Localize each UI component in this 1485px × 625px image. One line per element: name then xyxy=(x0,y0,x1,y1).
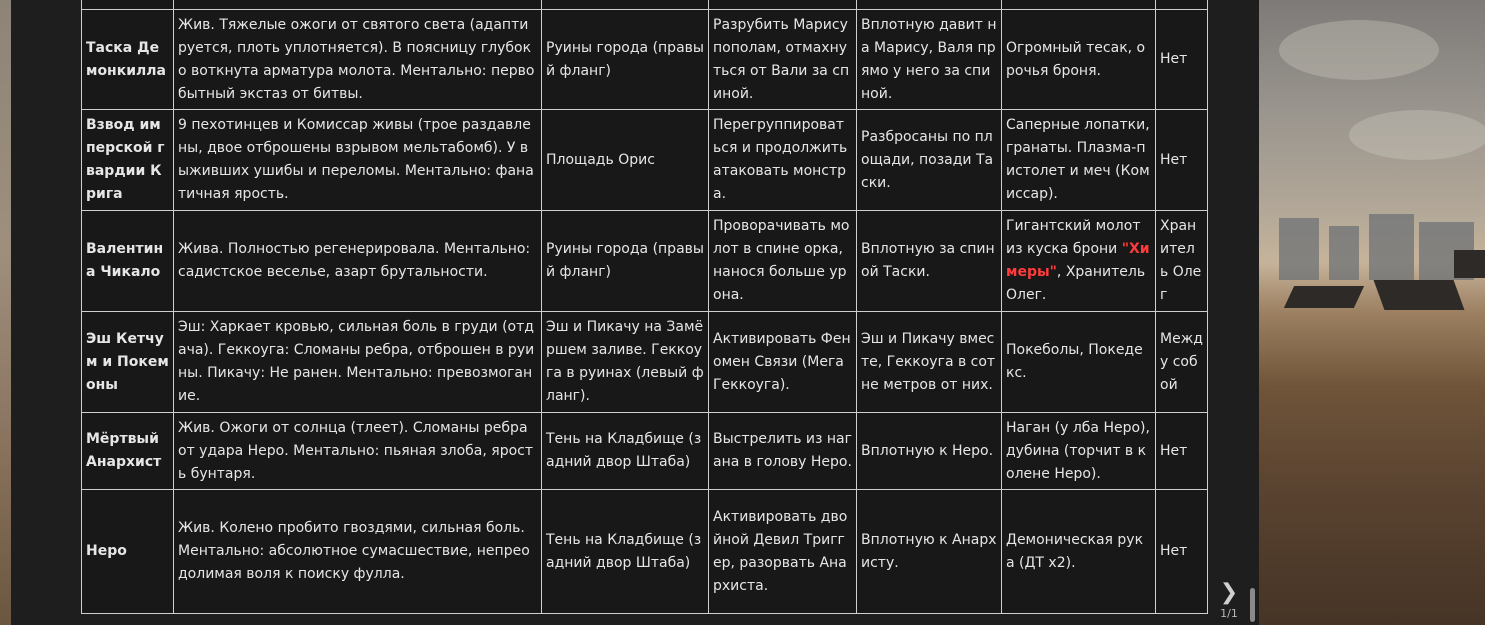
character-equipment: Демоническая рука (ДТ x2). xyxy=(1002,490,1156,614)
character-name: Эш Кетчум и Покемоны xyxy=(82,312,174,413)
character-equipment: Покеболы, Покедекс. xyxy=(1002,312,1156,413)
table-row xyxy=(82,10,1208,110)
character-location: Эш и Пикачу на Замёршем заливе. Геккоуга в руинах (левый фланг). xyxy=(542,312,709,413)
table-row xyxy=(82,413,1208,490)
character-extra: Нет xyxy=(1156,10,1208,110)
character-name: Таска Демонкилла xyxy=(82,10,174,110)
character-location: Руины города (правый фланг) xyxy=(542,10,709,110)
character-action: Перегруппироваться и продолжить атаковать монстра. xyxy=(709,110,857,211)
character-location: Тень на Кладбище (задний двор Штаба) xyxy=(542,413,709,490)
character-position: Вплотную за спиной Таски. xyxy=(857,211,1002,312)
character-extra: Хранитель Олег xyxy=(1156,211,1208,312)
table-row-partial xyxy=(82,0,1208,10)
character-equipment: Огромный тесак, орочья броня. xyxy=(1002,10,1156,110)
next-page-button[interactable] xyxy=(1217,580,1241,606)
character-equipment xyxy=(1002,211,1156,312)
character-location: Площадь Орис xyxy=(542,110,709,211)
character-position: Вплотную к Неро. xyxy=(857,413,1002,490)
character-location: Тень на Кладбище (задний двор Штаба) xyxy=(542,490,709,614)
character-state: Эш: Харкает кровью, сильная боль в груди (отдача). Геккоуга: Сломаны ребра, отброшен в руины. Пикачу: Не ранен. Ментально: превозмогание. xyxy=(174,312,542,413)
character-extra: Нет xyxy=(1156,110,1208,211)
character-state: 9 пехотинцев и Комиссар живы (трое раздавлены, двое отброшены взрывом мельтабомб). У выживших ушибы и переломы. Ментально: фанатичная ярость. xyxy=(174,110,542,211)
character-location: Руины города (правый фланг) xyxy=(542,211,709,312)
character-state: Жив. Ожоги от солнца (тлеет). Сломаны ребра от удара Неро. Ментально: пьяная злоба, ярость бунтаря. xyxy=(174,413,542,490)
character-name: Неро xyxy=(82,490,174,614)
page-indicator: 1/1 xyxy=(1220,607,1238,620)
character-action: Проворачивать молот в спине орка, нанося больше урона. xyxy=(709,211,857,312)
table-row xyxy=(82,110,1208,211)
character-position: Вплотную к Анархисту. xyxy=(857,490,1002,614)
character-position: Эш и Пикачу вместе, Геккоуга в сотне метров от них. xyxy=(857,312,1002,413)
character-name: Валентина Чикало xyxy=(82,211,174,312)
table-row xyxy=(82,211,1208,312)
character-state: Жива. Полностью регенерировала. Ментально: садистское веселье, азарт брутальности. xyxy=(174,211,542,312)
equipment-highlight: "Химеры" xyxy=(1006,241,1150,280)
character-action: Активировать Феномен Связи (Мега Геккоуга). xyxy=(709,312,857,413)
table-row xyxy=(82,490,1208,614)
table-row xyxy=(82,312,1208,413)
character-state: Жив. Колено пробито гвоздями, сильная боль. Ментально: абсолютное сумасшествие, непреодолимая воля к поиску фулла. xyxy=(174,490,542,614)
equipment-text-end: , Хранитель Олег. xyxy=(1006,264,1146,303)
equipment-text: Гигантский молот из куска брони xyxy=(1006,218,1141,257)
wallpaper-left xyxy=(0,0,11,625)
chevron-right-icon: ❯ xyxy=(1219,580,1239,605)
character-extra: Нет xyxy=(1156,413,1208,490)
character-action: Выстрелить из нагана в голову Неро. xyxy=(709,413,857,490)
characters-table xyxy=(81,0,1208,614)
character-name: Взвод имперской гвардии Крига xyxy=(82,110,174,211)
character-equipment: Саперные лопатки, гранаты. Плазма-пистолет и меч (Комиссар). xyxy=(1002,110,1156,211)
character-name: Мёртвый Анархист xyxy=(82,413,174,490)
scrollbar-thumb[interactable] xyxy=(1250,588,1255,622)
character-position: Разбросаны по площади, позади Таски. xyxy=(857,110,1002,211)
wallpaper-right xyxy=(1259,0,1485,625)
character-position: Вплотную давит на Марису, Валя прямо у него за спиной. xyxy=(857,10,1002,110)
character-extra: Нет xyxy=(1156,490,1208,614)
character-action: Активировать двойной Девил Триггер, разорвать Анархиста. xyxy=(709,490,857,614)
character-extra: Между собой xyxy=(1156,312,1208,413)
character-equipment: Наган (у лба Неро), дубина (торчит в колене Неро). xyxy=(1002,413,1156,490)
character-state: Жив. Тяжелые ожоги от святого света (адаптируется, плоть уплотняется). В поясницу глубоко воткнута арматура молота. Ментально: первобытный экстаз от битвы. xyxy=(174,10,542,110)
character-action: Разрубить Марису пополам, отмахнуться от Вали за спиной. xyxy=(709,10,857,110)
